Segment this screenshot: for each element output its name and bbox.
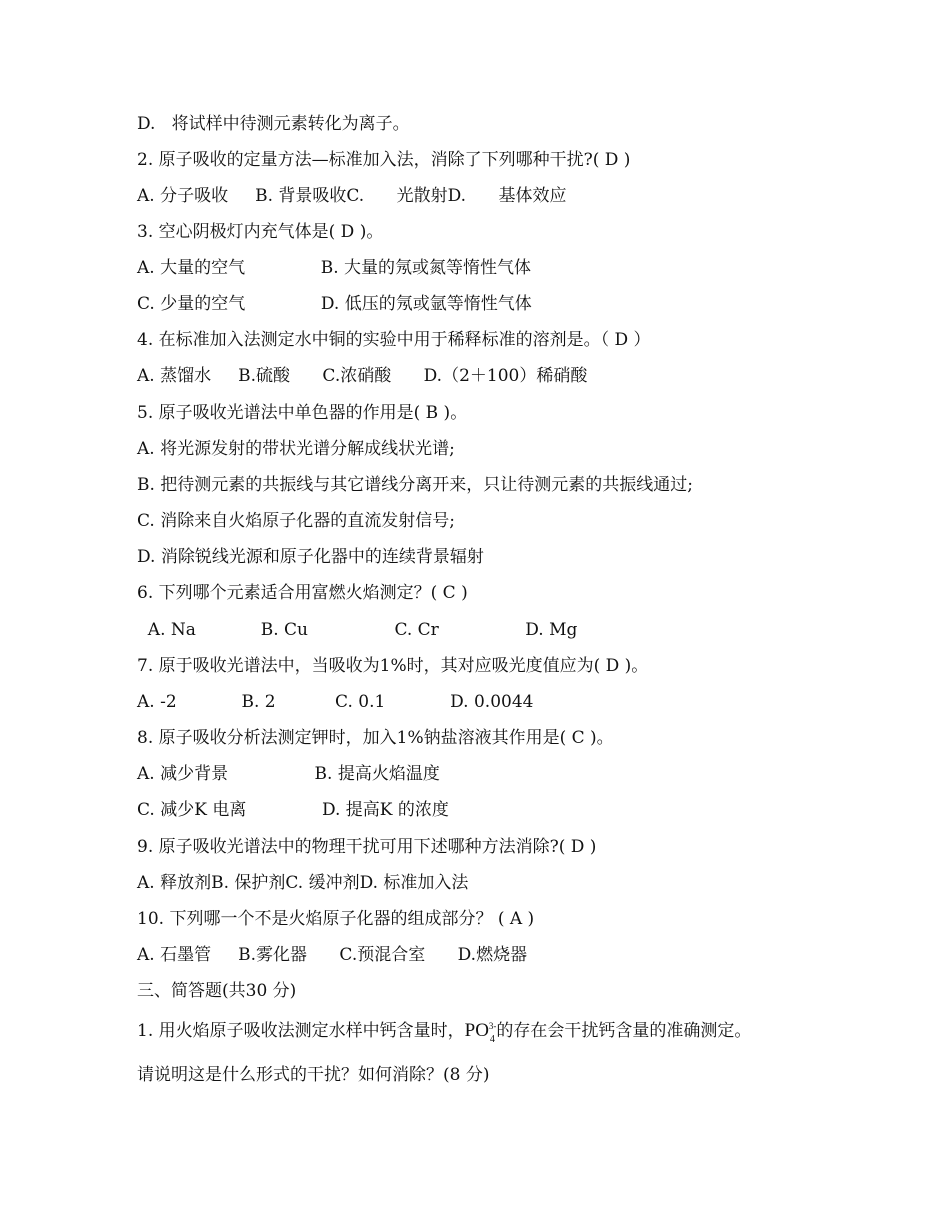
option-line: C. 少量的空气 D. 低压的氖或氩等惰性气体 [137,294,532,314]
section-heading: 三、简答题(共30 分) [137,981,297,1001]
formula-subscript: 4 [489,1034,495,1045]
option-line: A. -2 B. 2 C. 0.1 D. 0.0044 [137,692,534,712]
option-line: A. 大量的空气 B. 大量的氖或氮等惰性气体 [137,258,532,278]
question-line: 7. 原于吸收光谱法中，当吸收为1%时，其对应吸光度值应为( D )。 [137,656,649,676]
short-answer-question [137,1020,751,1045]
option-line: A. 减少背景 B. 提高火焰温度 [137,764,440,784]
question-line: 3. 空心阴极灯内充气体是( D )。 [137,222,384,242]
question-text-after: 的存在会干扰钙含量的准确测定。 [496,1021,752,1041]
option-line: A. Na B. Cu C. Cr D. Mg [137,620,578,640]
option-line: B. 把待测元素的共振线与其它谱线分离开来，只让待测元素的共振线通过; [137,475,694,495]
question-line: 6. 下列哪个元素适合用富燃火焰测定？( C ) [137,583,468,603]
option-line: A. 将光源发射的带状光谱分解成线状光谱; [137,439,455,459]
question-text-before: 1. 用火焰原子吸收法测定水样中钙含量时， [137,1021,465,1041]
option-line: A. 石墨管 B.雾化器 C.预混合室 D.燃烧器 [137,945,528,965]
formula-main: PO [464,1020,489,1041]
question-line: 4. 在标准加入法测定水中铜的实验中用于稀释标准的溶剂是。（ D ） [137,330,651,350]
option-line: C. 减少K 电离 D. 提高K 的浓度 [137,800,449,820]
phosphate-formula [464,1020,497,1045]
question-line: 10. 下列哪一个不是火焰原子化器的组成部分？ ( A ) [137,909,535,929]
question-line: 5. 原子吸收光谱法中单色器的作用是( B )。 [137,403,468,423]
option-line: A. 释放剂B. 保护剂C. 缓冲剂D. 标准加入法 [137,873,469,893]
formula-superscript: 3- [488,1021,497,1031]
option-line: D. 消除锐线光源和原子化器中的连续背景辐射 [137,547,484,567]
option-line: D. 将试样中待测元素转化为离子。 [137,114,410,134]
question-line: 9. 原子吸收光谱法中的物理干扰可用下述哪种方法消除?( D ) [137,837,597,857]
option-line: C. 消除来自火焰原子化器的直流发射信号; [137,511,455,531]
question-line: 请说明这是什么形式的干扰？如何消除？(8 分) [137,1065,490,1085]
question-line: 2. 原子吸收的定量方法—标准加入法，消除了下列哪种干扰?( D ) [137,150,631,170]
option-line: A. 分子吸收 B. 背景吸收C. 光散射D. 基体效应 [137,186,567,206]
question-line: 8. 原子吸收分析法测定钾时，加入1%钠盐溶液其作用是( C )。 [137,728,614,748]
option-line: A. 蒸馏水 B.硫酸 C.浓硝酸 D.（2＋100）稀硝酸 [137,366,588,386]
